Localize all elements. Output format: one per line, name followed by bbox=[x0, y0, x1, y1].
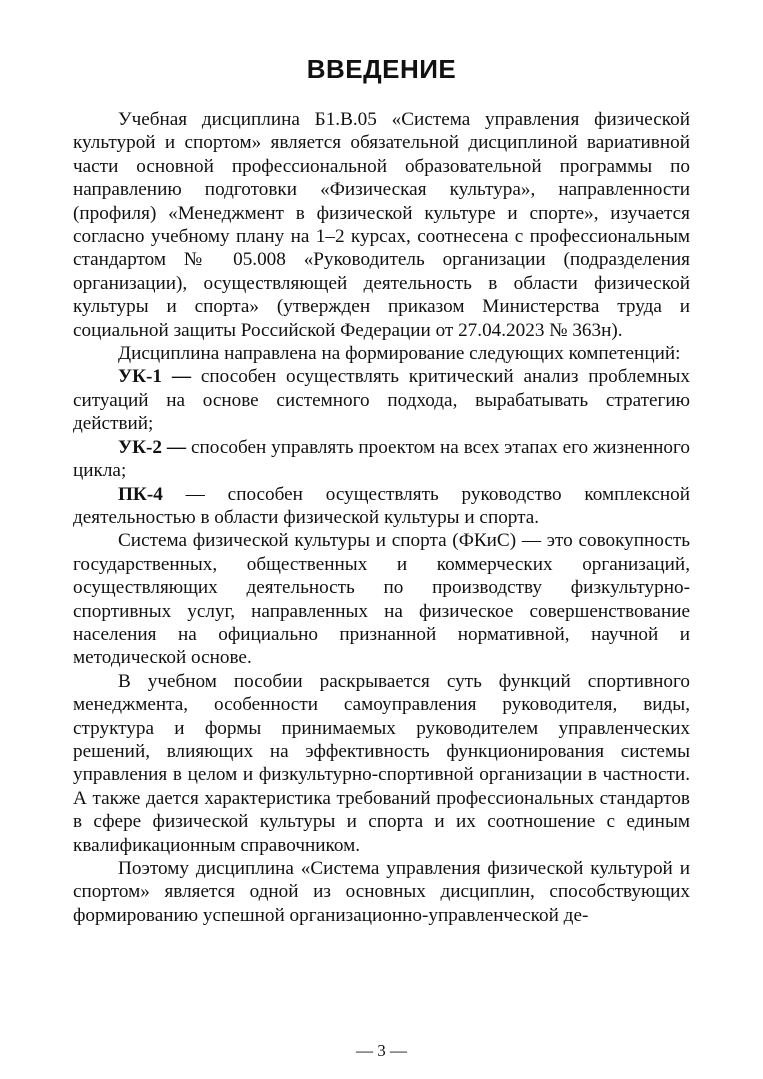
competency-code: УК-1 — bbox=[118, 366, 192, 388]
competency-text: — способен осуществлять руководство комплексной деятельностью в области физической культуры и спорта. bbox=[73, 483, 690, 528]
paragraph-competencies-lead: Дисциплина направлена на формирование следующих компетенций: bbox=[118, 343, 681, 365]
competency-code: УК-2 — bbox=[118, 436, 187, 458]
competency-uk2 bbox=[73, 436, 690, 483]
page-title: ВВЕДЕНИЕ bbox=[306, 54, 457, 84]
paragraph-conclusion: Поэтому дисциплина «Система управления физической культурой и спортом» является одной из основных дисциплин, способствующих формированию успешной организационно-управленческой де- bbox=[73, 858, 690, 926]
paragraph-fkis-definition: Система физической культуры и спорта (ФКиС) — это совокупность государственных, общественных и коммерческих организаций, осуществляющих деятельность по производству физкультурно-спортивных услуг, направленных на физическое совершенствование населения на официально признанной нормативной, научной и методической основе. bbox=[73, 530, 690, 669]
competency-uk1 bbox=[73, 365, 690, 435]
paragraph-textbook-content: В учебном пособии раскрывается суть функций спортивного менеджмента, особенности самоуправления руководителя, виды, структура и формы принимаемых руководителем управленческих решений, влияющих на эффективность функционирования системы управления в целом и физкультурно-спортивной организации в частности. А также дается характеристика требований профессиональных стандартов в сфере физической культуры и спорта и их соотношение с единым квалификационным справочником. bbox=[73, 670, 690, 856]
page-number: — 3 — bbox=[356, 1041, 407, 1060]
competency-text: способен осуществлять критический анализ проблемных ситуаций на основе системного подхода, вырабатывать стратегию действий; bbox=[73, 366, 690, 435]
competency-code: ПК-4 bbox=[118, 483, 163, 505]
paragraph-intro: Учебная дисциплина Б1.В.05 «Система управления физической культурой и спортом» является обязательной дисциплиной вариативной части основной профессиональной образовательной программы по направлению подготовки «Физическая культура», направленности (профиля) «Менеджмент в физической культуре и спорте», изучается согласно учебному плану на 1–2 курсах, соотнесена с профессиональным стандартом № 05.008 «Руководитель организации (подразделения организации), осуществляющей деятельность в области физической культуры и спорта» (утвержден приказом Министерства труда и социальной защиты Российской Федерации от 27.04.2023 № 363н). bbox=[73, 109, 690, 341]
competency-pk4 bbox=[73, 483, 690, 530]
competency-text: способен управлять проектом на всех этапах его жизненного цикла; bbox=[73, 436, 690, 482]
